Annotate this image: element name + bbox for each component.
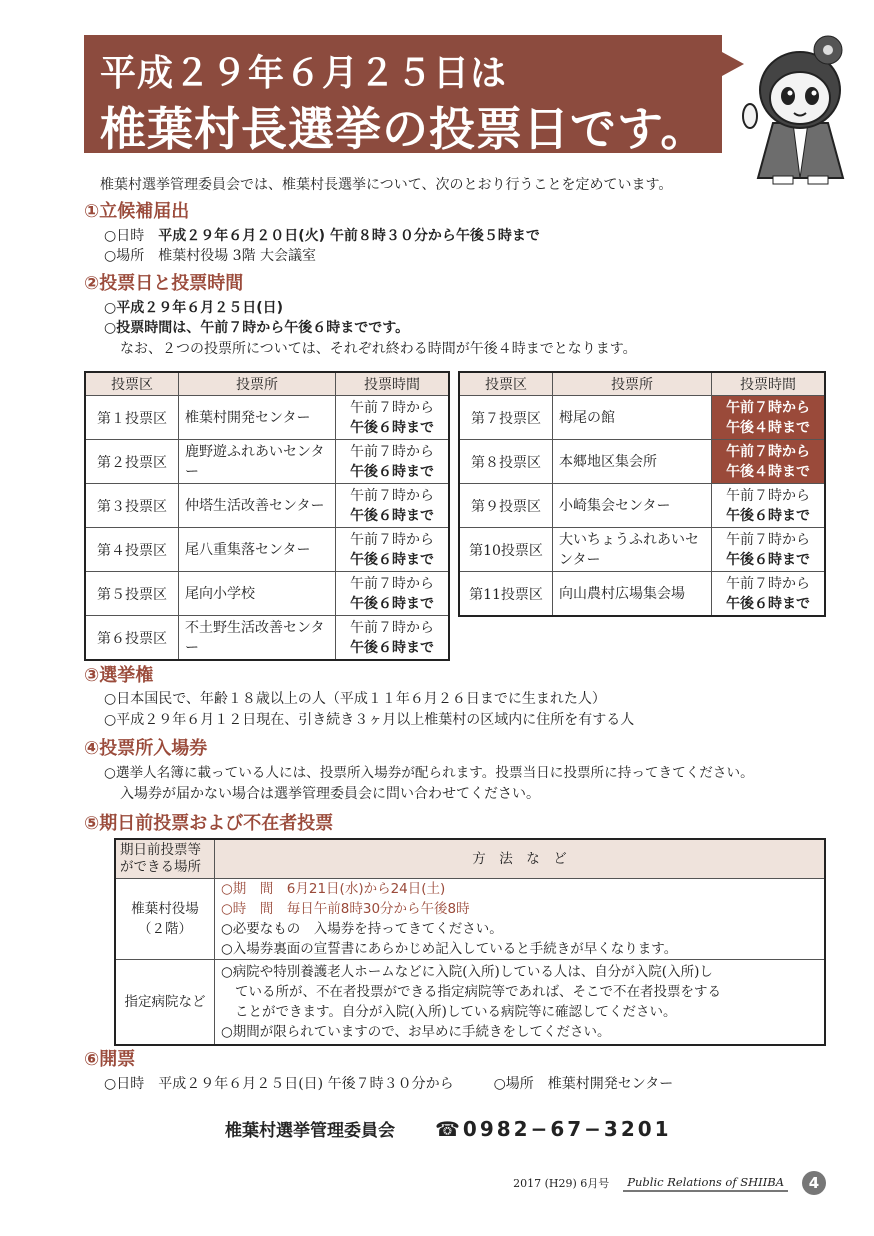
district-cell: 第９投票区 bbox=[459, 484, 553, 528]
page-number: 4 bbox=[802, 1171, 826, 1195]
section-3-heading: ③選挙権 bbox=[84, 665, 154, 686]
s1-date: 平成２９年６月２０日(火) 午前８時３０分から午後５時まで bbox=[158, 228, 540, 244]
time-end: 午後６時まで bbox=[726, 551, 810, 568]
column-header: 投票所 bbox=[553, 372, 712, 396]
time-start: 午前７時から bbox=[350, 619, 434, 636]
row2-line-4: ○期間が限られていますので、お早めに手続きをしてください。 bbox=[221, 1024, 611, 1040]
time-cell bbox=[712, 396, 826, 440]
section-5-heading: ⑤期日前投票および不在者投票 bbox=[84, 813, 334, 834]
row1-note: ○入場券裏面の宣誓書にあらかじめ記入していると手続きが早くなります。 bbox=[221, 941, 678, 957]
time-end: 午後６時まで bbox=[726, 595, 810, 612]
section-2-heading: ②投票日と投票時間 bbox=[84, 273, 244, 294]
time-cell bbox=[712, 528, 826, 572]
publication-name: Public Relations of SHIIBA bbox=[623, 1175, 788, 1192]
time-end: 午後６時まで bbox=[350, 551, 434, 568]
page-footer bbox=[513, 1171, 826, 1195]
district-cell: 第５投票区 bbox=[85, 572, 179, 616]
row1-hours: ○時 間 毎日午前8時30分から午後8時 bbox=[221, 901, 470, 917]
table-row bbox=[85, 484, 449, 528]
time-start: 午前７時から bbox=[350, 443, 434, 460]
s2-line-1: ○平成２９年６月２５日(日) bbox=[104, 300, 284, 316]
time-cell bbox=[336, 440, 450, 484]
row1-method bbox=[215, 879, 826, 960]
time-end: 午後６時まで bbox=[726, 507, 810, 524]
district-cell: 第７投票区 bbox=[459, 396, 553, 440]
time-start: 午前７時から bbox=[350, 487, 434, 504]
contact-org: 椎葉村選挙管理委員会 bbox=[225, 1121, 395, 1141]
district-cell: 第11投票区 bbox=[459, 572, 553, 617]
banner-line-2: 椎葉村長選挙の投票日です。 bbox=[100, 102, 708, 156]
table-row bbox=[85, 440, 449, 484]
row1-needs: ○必要なもの 入場券を持ってきてください。 bbox=[221, 921, 503, 937]
place-cell: 大いちょうふれあいセンター bbox=[553, 528, 712, 572]
s2-line-2: ○投票時間は、午前７時から午後６時までです。 bbox=[104, 320, 410, 336]
district-cell: 第４投票区 bbox=[85, 528, 179, 572]
table-row bbox=[459, 528, 825, 572]
time-end: 午後４時まで bbox=[726, 463, 810, 480]
time-cell bbox=[336, 396, 450, 440]
header-place-2: ができる場所 bbox=[120, 859, 201, 875]
header-place-1: 期日前投票等 bbox=[120, 842, 201, 858]
contact-phone bbox=[435, 1117, 672, 1141]
place-cell: 本郷地区集会所 bbox=[553, 440, 712, 484]
time-cell bbox=[336, 616, 450, 661]
table-row bbox=[85, 616, 449, 661]
time-start: 午前７時から bbox=[350, 575, 434, 592]
issue-label: 2017 (H29) 6月号 bbox=[513, 1177, 610, 1190]
time-cell bbox=[336, 572, 450, 616]
s6-place: ○場所 椎葉村開発センター bbox=[493, 1076, 674, 1092]
s1-date-label: ○日時 bbox=[104, 228, 145, 244]
s4-line-2: 入場券が届かない場合は選挙管理委員会に問い合わせてください。 bbox=[120, 786, 540, 802]
s3-line-2: ○平成２９年６月１２日現在、引き続き３ヶ月以上椎葉村の区域内に住所を有する人 bbox=[104, 712, 635, 728]
row1-place bbox=[115, 879, 215, 960]
time-start: 午前７時から bbox=[350, 399, 434, 416]
table-row bbox=[85, 572, 449, 616]
s1-date-line bbox=[104, 226, 540, 246]
time-start: 午前７時から bbox=[726, 443, 810, 460]
district-cell: 第６投票区 bbox=[85, 616, 179, 661]
place-cell: 向山農村広場集会場 bbox=[553, 572, 712, 617]
time-cell bbox=[336, 528, 450, 572]
time-start: 午前７時から bbox=[726, 575, 810, 592]
time-end: 午後６時まで bbox=[350, 639, 434, 656]
contact-line bbox=[225, 1116, 672, 1141]
s3-line-1: ○日本国民で、年齢１８歳以上の人（平成１１年６月２６日までに生まれた人） bbox=[104, 691, 606, 707]
place-cell: 尾八重集落センター bbox=[179, 528, 336, 572]
row2-method bbox=[215, 960, 826, 1046]
district-cell: 第８投票区 bbox=[459, 440, 553, 484]
s1-place-line bbox=[104, 246, 316, 266]
table-row bbox=[85, 528, 449, 572]
district-cell: 第１投票区 bbox=[85, 396, 179, 440]
row1-place-2: （２階） bbox=[138, 921, 192, 937]
row1-place-1: 椎葉村役場 bbox=[131, 901, 199, 917]
banner-line-1: 平成２９年６月２５日は bbox=[100, 53, 508, 94]
s6-date: ○日時 平成２９年６月２５日(日) 午後７時３０分から bbox=[104, 1076, 454, 1092]
s4-line-1: ○選挙人名簿に載っている人には、投票所入場券が配られます。投票当日に投票所に持ってきてください。 bbox=[104, 765, 754, 781]
table-row bbox=[459, 572, 825, 617]
time-end: 午後６時まで bbox=[350, 595, 434, 612]
s6-line bbox=[104, 1074, 673, 1094]
column-header: 投票時間 bbox=[712, 372, 826, 396]
time-cell bbox=[712, 440, 826, 484]
time-end: 午後４時まで bbox=[726, 419, 810, 436]
time-start: 午前７時から bbox=[726, 487, 810, 504]
polling-table-right bbox=[458, 371, 826, 617]
intro-text: 椎葉村選挙管理委員会では、椎葉村長選挙について、次のとおり行うことを定めています。 bbox=[100, 177, 673, 193]
place-cell: 小崎集会センター bbox=[553, 484, 712, 528]
s1-place: 椎葉村役場 3階 大会議室 bbox=[158, 248, 317, 264]
row1-period: ○期 間 6月21日(水)から24日(土) bbox=[221, 881, 446, 897]
row2-line-1: ○病院や特別養護老人ホームなどに入院(入所)している人は、自分が入院(入所)し bbox=[221, 964, 713, 980]
phone-number: 0982−67−3201 bbox=[462, 1116, 672, 1141]
time-cell bbox=[712, 484, 826, 528]
column-header: 投票区 bbox=[85, 372, 179, 396]
table-row bbox=[459, 484, 825, 528]
section-6-heading: ⑥開票 bbox=[84, 1049, 136, 1070]
district-cell: 第３投票区 bbox=[85, 484, 179, 528]
column-header: 投票時間 bbox=[336, 372, 450, 396]
header-place bbox=[115, 839, 215, 879]
section-4-heading: ④投票所入場券 bbox=[84, 738, 208, 759]
row2-line-2: ている所が、不在者投票ができる指定病院等であれば、そこで不在者投票をする bbox=[235, 984, 721, 1000]
section-1-heading: ①立候補届出 bbox=[84, 201, 190, 222]
district-cell: 第10投票区 bbox=[459, 528, 553, 572]
table-row bbox=[459, 396, 825, 440]
time-start: 午前７時から bbox=[726, 531, 810, 548]
table-row bbox=[85, 396, 449, 440]
column-header: 投票所 bbox=[179, 372, 336, 396]
district-cell: 第２投票区 bbox=[85, 440, 179, 484]
time-end: 午後６時まで bbox=[350, 507, 434, 524]
s1-place-label: ○場所 bbox=[104, 248, 145, 264]
s2-line-3: なお、２つの投票所については、それぞれ終わる時間が午後４時までとなります。 bbox=[120, 341, 637, 357]
time-end: 午後６時まで bbox=[350, 463, 434, 480]
time-end: 午後６時まで bbox=[350, 419, 434, 436]
place-cell: 栂尾の館 bbox=[553, 396, 712, 440]
time-cell bbox=[336, 484, 450, 528]
place-cell: 不土野生活改善センター bbox=[179, 616, 336, 661]
place-cell: 尾向小学校 bbox=[179, 572, 336, 616]
place-cell: 仲塔生活改善センター bbox=[179, 484, 336, 528]
early-voting-table bbox=[114, 838, 826, 1046]
title-banner bbox=[84, 35, 722, 156]
place-cell: 鹿野遊ふれあいセンター bbox=[179, 440, 336, 484]
column-header: 投票区 bbox=[459, 372, 553, 396]
place-cell: 椎葉村開発センター bbox=[179, 396, 336, 440]
row2-line-3: ことができます。自分が入院(入所)している病院等に確認してください。 bbox=[235, 1004, 677, 1020]
row2-place: 指定病院など bbox=[115, 960, 215, 1046]
mascot-icon bbox=[738, 28, 863, 188]
time-cell bbox=[712, 572, 826, 617]
polling-table-left bbox=[84, 371, 450, 661]
table-row bbox=[459, 440, 825, 484]
telephone-icon: ☎ bbox=[435, 1116, 463, 1141]
time-start: 午前７時から bbox=[726, 399, 810, 416]
header-method: 方 法 な ど bbox=[215, 839, 826, 879]
time-start: 午前７時から bbox=[350, 531, 434, 548]
